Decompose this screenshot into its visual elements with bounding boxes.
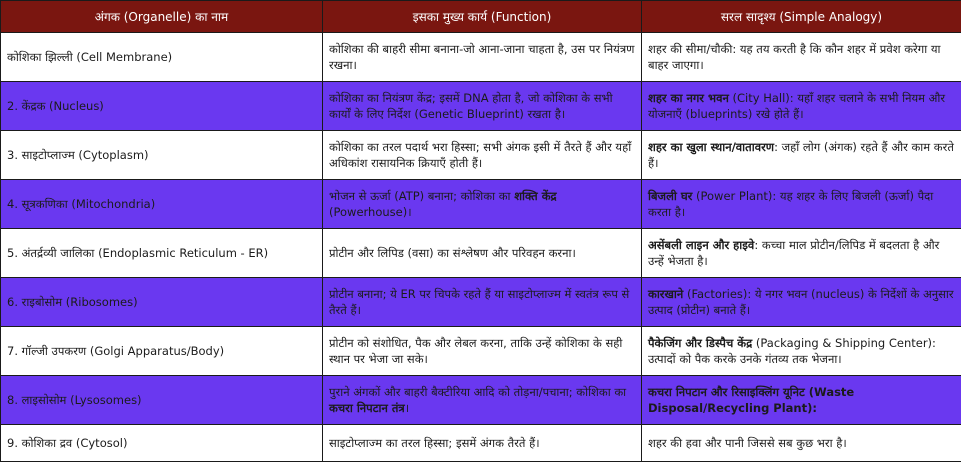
analogy-cell-text: (Waste Disposal/Recycling Plant): (648, 385, 855, 415)
analogy-cell-text: (Power Plant): यह शहर के लिए बिजली (ऊर्जा) पैदा करता है। (648, 189, 934, 219)
function-cell (323, 229, 642, 278)
table-row (1, 229, 961, 278)
analogy-cell (642, 278, 961, 327)
table-row (1, 180, 961, 229)
table-body (1, 33, 961, 462)
table-row (1, 33, 961, 82)
analogy-cell (642, 425, 961, 462)
analogy-cell (642, 327, 961, 376)
analogy-cell-text: पैकेजिंग और डिस्पैच केंद्र (648, 336, 753, 350)
header-row (1, 1, 961, 33)
function-cell-text: (Powerhouse)। (329, 205, 412, 219)
function-cell (323, 278, 642, 327)
function-cell (323, 327, 642, 376)
function-cell-text: पुराने अंगकों और बाहरी बैक्टीरिया आदि को तोड़ना/पचाना; कोशिका का (329, 385, 627, 399)
table-row (1, 425, 961, 462)
analogy-cell-text: बिजली घर (648, 189, 693, 203)
analogy-cell-text: शहर की सीमा/चौकी: यह तय करती है कि कौन शहर में प्रवेश करेगा या बाहर जाएगा। (648, 42, 941, 72)
header-function: इसका मुख्य कार्य (Function) (323, 1, 642, 33)
analogy-cell (642, 33, 961, 82)
function-cell-text: प्रोटीन और लिपिड (वसा) का संश्लेषण और परिवहन करना। (329, 246, 576, 260)
analogy-cell-text: कचरा निपटान और रिसाइक्लिंग यूनिट (648, 385, 805, 399)
function-cell-text: कचरा निपटान तंत्र (329, 401, 405, 415)
function-cell-text: साइटोप्लाज्म का तरल हिस्सा; इसमें अंगक तैरते हैं। (329, 436, 540, 450)
analogy-cell-text: शहर का खुला स्थान/वातावरण (648, 140, 775, 154)
organelle-name-cell: 6. राइबोसोम (Ribosomes) (1, 278, 323, 327)
organelle-name-cell: 3. साइटोप्लाज्म (Cytoplasm) (1, 131, 323, 180)
function-cell-text: प्रोटीन को संशोधित, पैक और लेबल करना, ताकि उन्हें कोशिका के सही स्थान पर भेजा जा सके। (329, 336, 623, 366)
function-cell (323, 131, 642, 180)
function-cell (323, 33, 642, 82)
organelle-name-cell: 5. अंतर्द्रव्यी जालिका (Endoplasmic Reticulum - ER) (1, 229, 323, 278)
function-cell-text: कोशिका का नियंत्रण केंद्र; इसमें DNA होता है, जो कोशिका के सभी कार्यों के लिए निर्देश (Genetic Blueprint) रखता है। (329, 91, 613, 121)
analogy-cell (642, 376, 961, 425)
analogy-cell-text: (Packaging & Shipping Center): उत्पादों को पैक करके उनके गंतव्य तक भेजना। (648, 336, 936, 366)
table-header (1, 1, 961, 33)
table-row (1, 82, 961, 131)
analogy-cell-text: शहर की हवा और पानी जिससे सब कुछ भरा है। (648, 436, 847, 450)
header-analogy: सरल सादृश्य (Simple Analogy) (642, 1, 961, 33)
organelle-name-cell: 8. लाइसोसोम (Lysosomes) (1, 376, 323, 425)
analogy-cell (642, 180, 961, 229)
analogy-cell (642, 82, 961, 131)
organelle-name-cell: 7. गॉल्जी उपकरण (Golgi Apparatus/Body) (1, 327, 323, 376)
organelle-name-cell: 9. कोशिका द्रव (Cytosol) (1, 425, 323, 462)
analogy-cell-text: असेंबली लाइन और हाइवे (648, 238, 755, 252)
function-cell-text: प्रोटीन बनाना; ये ER पर चिपके रहते हैं या साइटोप्लाज्म में स्वतंत्र रूप से तैरते हैं। (329, 287, 630, 317)
analogy-cell-text: (Factories): ये नगर भवन (nucleus) के निर्देशों के अनुसार उत्पाद (प्रोटीन) बनाते हैं। (648, 287, 954, 317)
organelle-name-cell: 4. सूत्रकणिका (Mitochondria) (1, 180, 323, 229)
function-cell-text: कोशिका का तरल पदार्थ भरा हिस्सा; सभी अंगक इसी में तैरते हैं और यहाँ अधिकांश रासायनिक क्रियाएँ होती हैं। (329, 140, 632, 170)
function-cell-text: कोशिका की बाहरी सीमा बनाना-जो आना-जाना चाहता है, उस पर नियंत्रण रखना। (329, 42, 635, 72)
header-organelle: अंगक (Organelle) का नाम (1, 1, 323, 33)
function-cell (323, 425, 642, 462)
analogy-cell-text: शहर का नगर भवन (648, 91, 729, 105)
function-cell (323, 82, 642, 131)
function-cell (323, 376, 642, 425)
analogy-cell-text: (City Hall): यहाँ शहर चलाने के सभी नियम और योजनाएँ (blueprints) रखे होते हैं। (648, 91, 946, 121)
table-row (1, 376, 961, 425)
organelle-name-cell: 2. केंद्रक (Nucleus) (1, 82, 323, 131)
analogy-cell (642, 229, 961, 278)
function-cell (323, 180, 642, 229)
function-cell-text: शक्ति केंद्र (514, 189, 557, 203)
analogy-cell-text: : कच्चा माल प्रोटीन/लिपिड में बदलता है और उन्हें भेजता है। (648, 238, 940, 268)
function-cell-text: भोजन से ऊर्जा (ATP) बनाना; कोशिका का (329, 189, 515, 203)
analogy-cell-text: : जहाँ लोग (अंगक) रहते हैं और काम करते हैं। (648, 140, 954, 170)
table-row (1, 278, 961, 327)
table-row (1, 131, 961, 180)
function-cell-text: । (404, 401, 410, 415)
organelle-name-cell: कोशिका झिल्ली (Cell Membrane) (1, 33, 323, 82)
analogy-cell-text: कारखाने (648, 287, 684, 301)
table-row (1, 327, 961, 376)
analogy-cell (642, 131, 961, 180)
